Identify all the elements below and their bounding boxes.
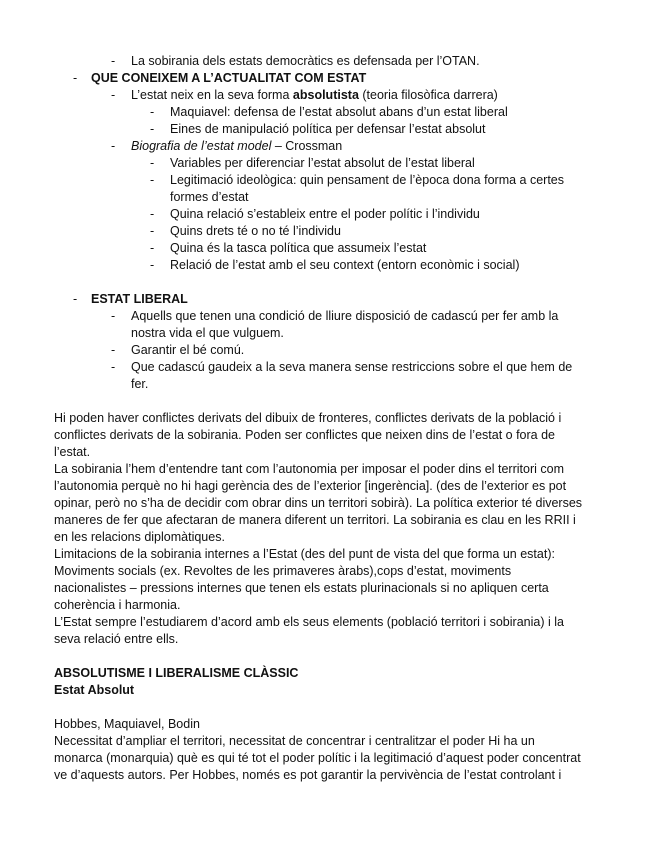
bold-text: absolutista <box>292 88 359 102</box>
list-item-continuation: formes d’estat <box>170 190 249 204</box>
list-dash: - <box>111 309 116 323</box>
text-line: La sobirania l’hem d’entendre tant com l’autonomia per imposar el poder dins el territori com <box>54 462 564 476</box>
list-item: Legitimació ideològica: quin pensament de l’època dona forma a certes <box>170 173 564 187</box>
text-line: conflictes derivats de la sobirania. Poden ser conflictes que neixen dins de l’estat o fora de <box>54 428 555 442</box>
list-item: Aquells que tenen una condició de lliure disposició de cadascú per fer amb la <box>131 309 559 323</box>
list-item: Que cadascú gaudeix a la seva manera sense restriccions sobre el que hem de <box>131 360 573 374</box>
text-line: en les relacions diplomàtiques. <box>54 530 225 544</box>
text-line: seva relació entre ells. <box>54 632 179 646</box>
list-dash: - <box>150 241 155 255</box>
text-line: maneres de fer que afectaran de manera diferent un territori. La sobirania es clau en les RRII i <box>54 513 576 527</box>
list-item: Quina és la tasca política que assumeix l’estat <box>170 241 427 255</box>
list-dash: - <box>111 360 116 374</box>
list-item: Maquiavel: defensa de l’estat absolut abans d’un estat liberal <box>170 105 508 119</box>
text-run: (teoria filosòfica darrera) <box>358 88 498 102</box>
list-item: Quina relació s’estableix entre el poder polític i l’individu <box>170 207 480 221</box>
text-line: opinar, però no s’ha de decidir com obrar dins un territori sobirà). La política exterior té diverses <box>54 496 583 510</box>
list-dash: - <box>150 258 155 272</box>
body-paragraph <box>54 410 614 648</box>
text-line: Moviments socials (ex. Revoltes de les primaveres àrabs),cops d’estat, moviments <box>54 564 512 578</box>
text-line: Hobbes, Maquiavel, Bodin <box>54 717 200 731</box>
text-line: l’autonomia perquè no hi hagi gerència des de l’exterior [ingerència]. (des de l’exterior es pot <box>54 479 567 493</box>
text-line: Necessitat d’ampliar el territori, necessitat de concentrar i centralitzar el poder Hi ha un <box>54 734 535 748</box>
section-heading: QUE CONEIXEM A L’ACTUALITAT COM ESTAT <box>91 71 367 85</box>
section-heading: ABSOLUTISME I LIBERALISME CLÀSSIC <box>54 666 299 680</box>
text-line: nacionalistes – pressions internes que tenen els estats plurinacionals si no apliquen certa <box>54 581 549 595</box>
list-item: Eines de manipulació política per defensar l’estat absolut <box>170 122 486 136</box>
italic-text: Biografia de l’estat model <box>131 139 272 153</box>
body-paragraph <box>54 716 614 784</box>
text-line: l’estat. <box>54 445 91 459</box>
text-line: ve d’aquests autors. Per Hobbes, només es pot garantir la pervivència de l’estat controlant i <box>54 768 562 782</box>
list-dash: - <box>73 71 78 85</box>
list-dash: - <box>150 224 155 238</box>
list-item-continuation: fer. <box>131 377 149 391</box>
text-line: L’Estat sempre l’estudiarem d’acord amb els seus elements (població territori i sobirania) i la <box>54 615 564 629</box>
list-dash: - <box>73 292 78 306</box>
list-dash: - <box>150 156 155 170</box>
list-dash: - <box>111 343 116 357</box>
list-item: Quins drets té o no té l’individu <box>170 224 341 238</box>
list-item <box>131 138 342 155</box>
list-dash: - <box>111 54 116 68</box>
list-dash: - <box>111 139 116 153</box>
list-item: Garantir el bé comú. <box>131 343 245 357</box>
text-line: coherència i harmonia. <box>54 598 181 612</box>
text-line: Hi poden haver conflictes derivats del dibuix de fronteres, conflictes derivats de la població i <box>54 411 562 425</box>
list-item: La sobirania dels estats democràtics es defensada per l’OTAN. <box>131 54 480 68</box>
list-dash: - <box>150 207 155 221</box>
subsection-heading: Estat Absolut <box>54 683 135 697</box>
list-dash: - <box>111 88 116 102</box>
text-run: L’estat neix en la seva forma <box>131 88 293 102</box>
list-item-continuation: nostra vida el que vulguem. <box>131 326 284 340</box>
list-dash: - <box>150 105 155 119</box>
list-dash: - <box>150 173 155 187</box>
text-line: monarca (monarquia) què es qui té tot el poder polític i la legitimació d’aquest poder concentrat <box>54 751 581 765</box>
text-run: – Crossman <box>271 139 343 153</box>
text-line: Limitacions de la sobirania internes a l’Estat (des del punt de vista del que forma un estat): <box>54 547 555 561</box>
list-dash: - <box>150 122 155 136</box>
list-item: Variables per diferenciar l’estat absolut de l’estat liberal <box>170 156 475 170</box>
list-item: Relació de l’estat amb el seu context (entorn econòmic i social) <box>170 258 520 272</box>
section-heading: ESTAT LIBERAL <box>91 292 188 306</box>
list-item <box>131 87 498 104</box>
